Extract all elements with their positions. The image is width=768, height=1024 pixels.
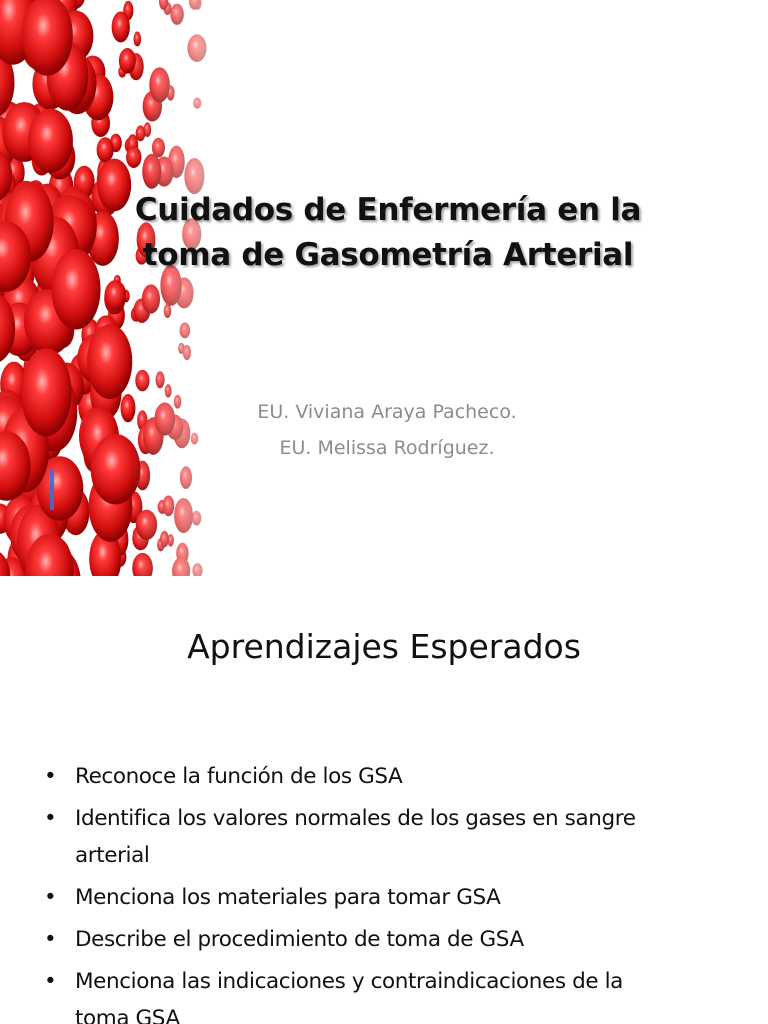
title-line: Cuidados de Enfermería en la xyxy=(134,192,642,228)
bullet-text: Reconoce la función de los GSA xyxy=(75,764,403,789)
bullet-icon: • xyxy=(44,885,57,910)
bullet-text: Identifica los valores normales de los gases en sangre xyxy=(75,806,636,831)
bullet-icon: • xyxy=(44,806,57,831)
author-list xyxy=(160,394,614,466)
bullet-icon: • xyxy=(44,927,57,952)
list-item xyxy=(42,921,742,958)
red-blood-cells-image xyxy=(0,0,240,576)
bullet-icon: • xyxy=(44,764,57,789)
objectives-slide xyxy=(0,576,768,1024)
slide-title: Aprendizajes Esperados xyxy=(187,627,581,666)
author-name: EU. Melissa Rodríguez. xyxy=(279,437,495,459)
bullet-list xyxy=(42,758,742,1024)
list-item xyxy=(42,758,742,795)
bullet-text: arterial xyxy=(75,843,150,868)
title-line: toma de Gasometría Arterial xyxy=(142,237,634,273)
list-item xyxy=(42,800,742,874)
bullet-icon: • xyxy=(44,969,57,994)
presentation-title xyxy=(88,188,688,278)
author-name: EU. Viviana Araya Pacheco. xyxy=(257,401,517,423)
bullet-text: Describe el procedimiento de toma de GSA xyxy=(75,927,524,952)
bullet-text: toma GSA xyxy=(75,1006,180,1024)
bullet-text: Menciona las indicaciones y contraindicaciones de la xyxy=(75,969,623,994)
list-item xyxy=(42,963,742,1024)
list-item xyxy=(42,879,742,916)
bullet-text: Menciona los materiales para tomar GSA xyxy=(75,885,501,910)
